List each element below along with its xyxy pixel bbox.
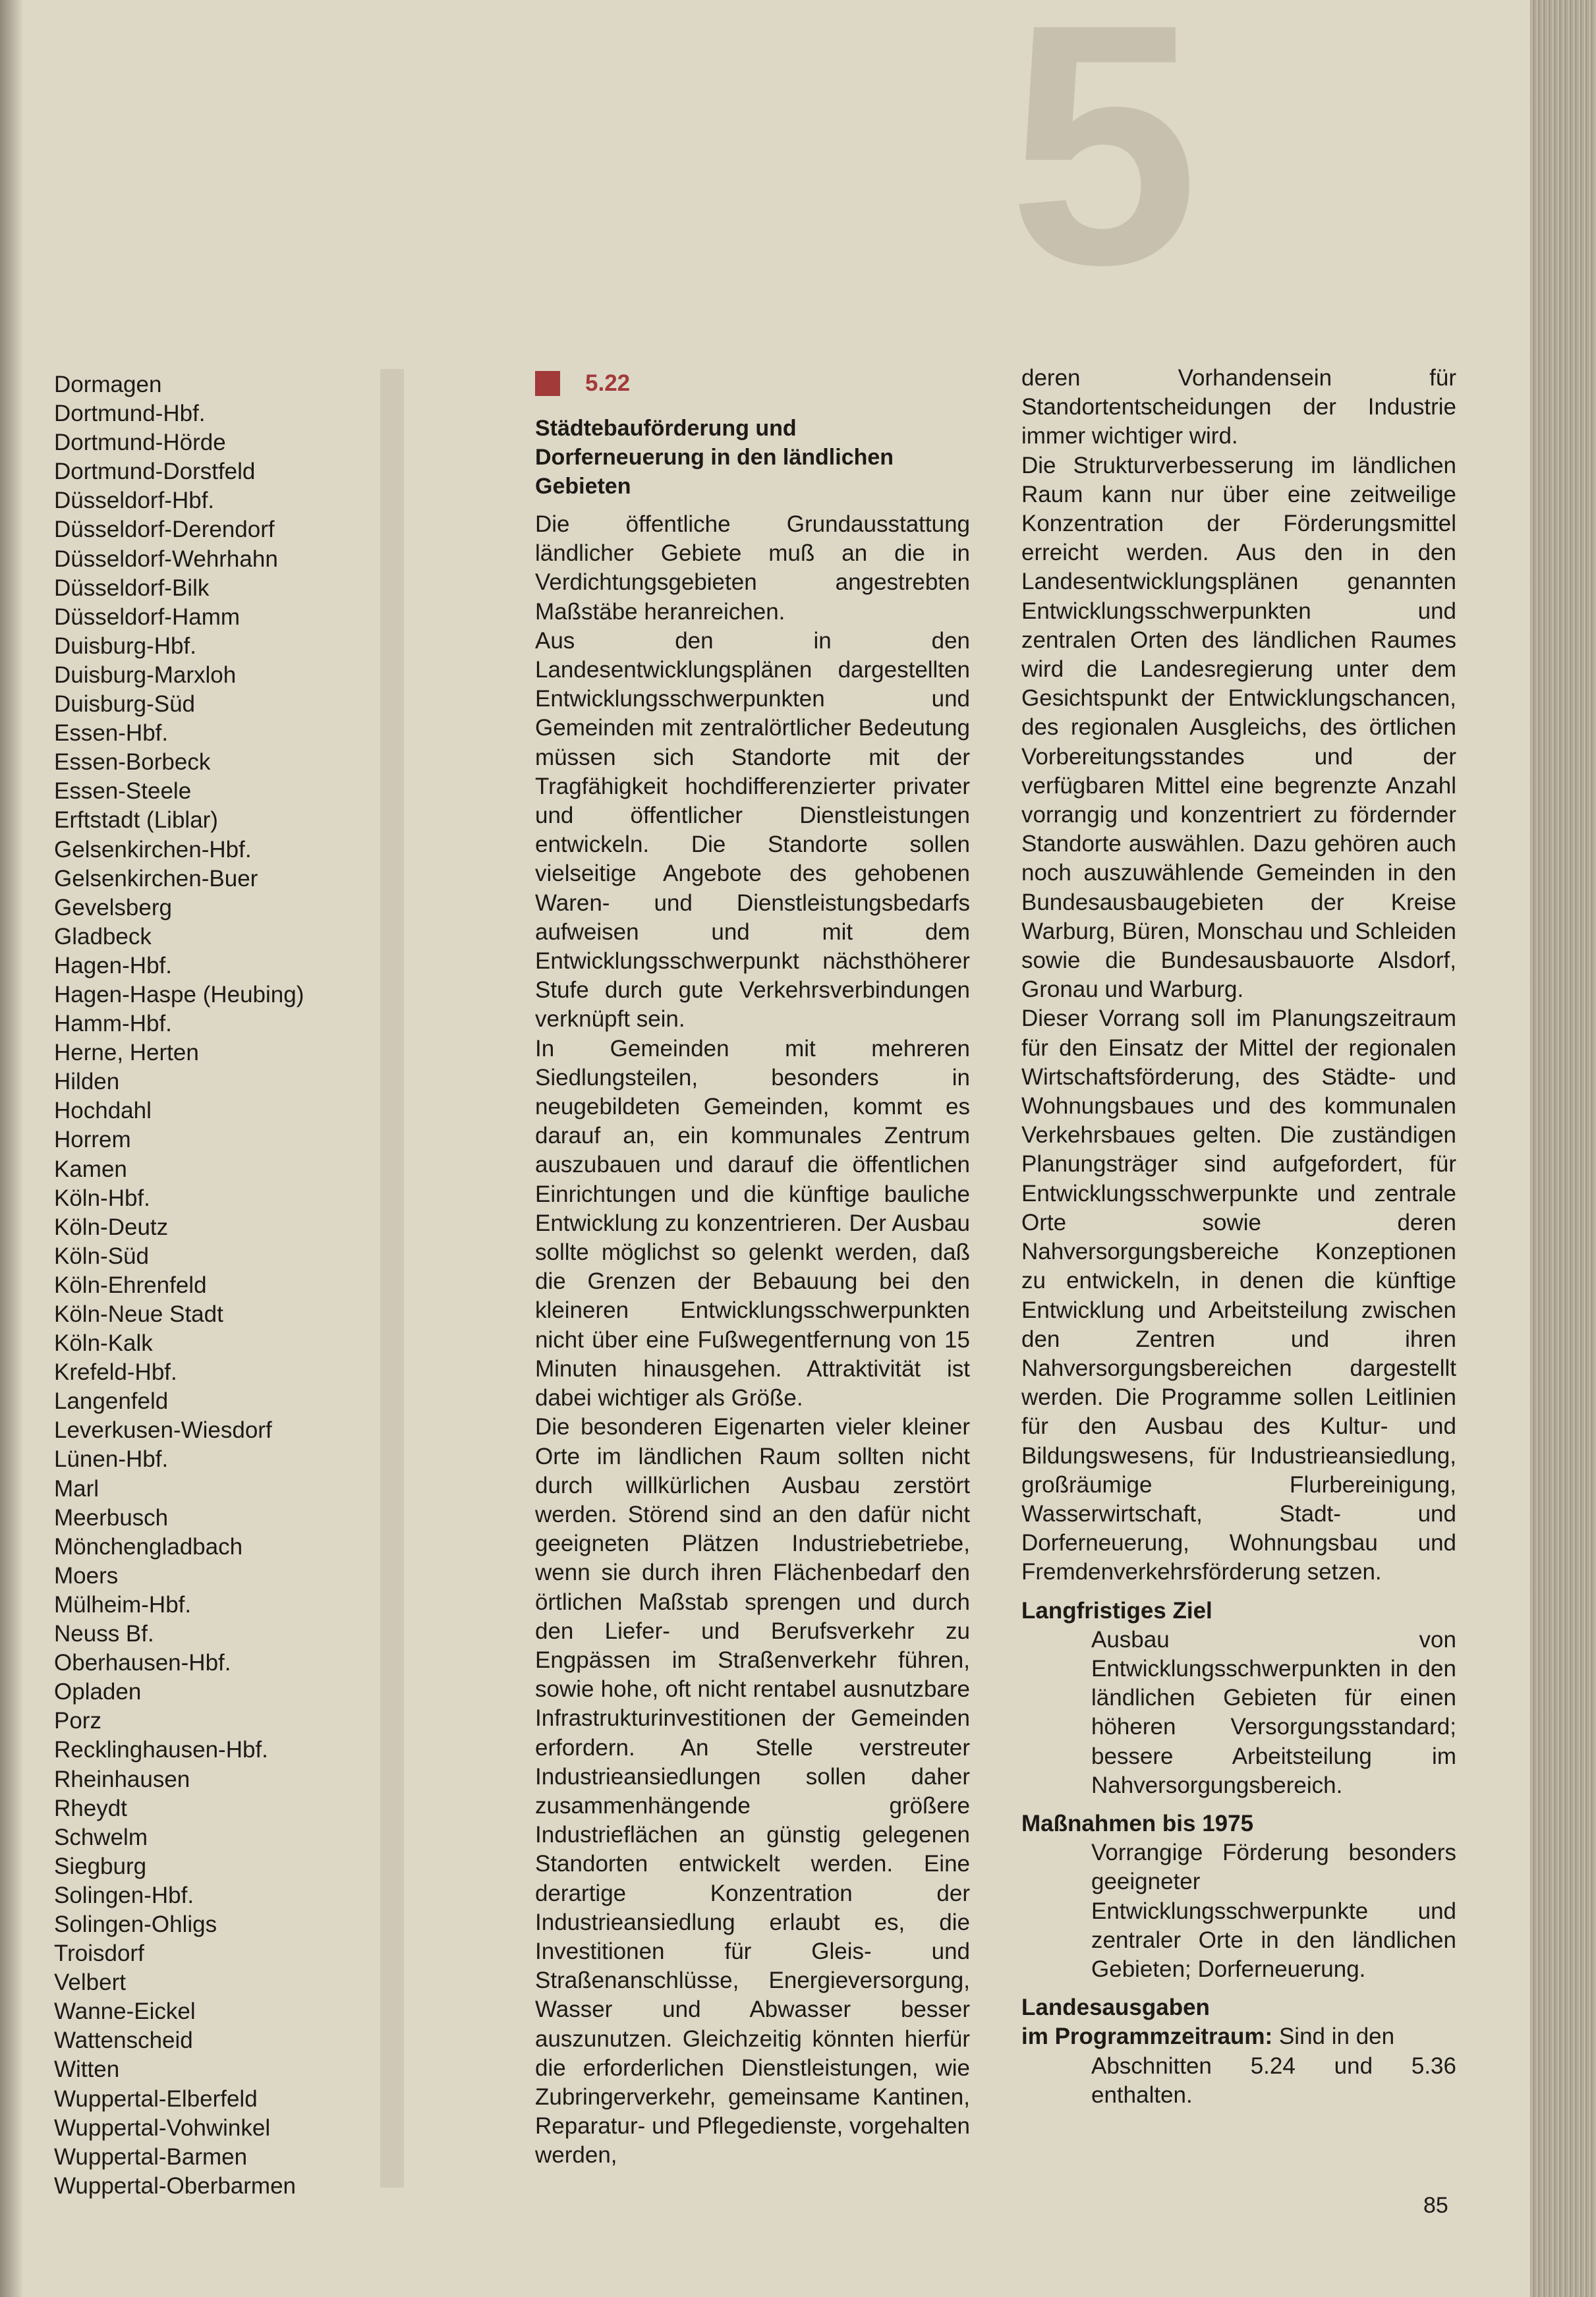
station-item: Lünen-Hbf. <box>54 1446 169 1473</box>
station-item: Essen-Borbeck <box>54 749 211 776</box>
station-item: Meerbusch <box>54 1504 169 1531</box>
station-item: Dortmund-Hbf. <box>54 401 206 427</box>
station-item: Duisburg-Marxloh <box>54 662 237 688</box>
paragraph: Die Strukturverbesserung im ländlichen Raum kann nur über eine zeitweilige Konzentration der Förderungsmittel erreicht werden. Aus den in den Landesentwicklungsplänen genannten Entwicklungsschwerpunkten und zentralen Orten des ländlichen Raumes wird die Landesregierung unter dem Gesichtspunkt der Entwicklungschancen, des regionalen Ausgleichs, des örtlichen Vorbereitungsstandes und der verfügbaren Mittel eine begrenzte Anzahl vorrangig und konzentriert zu fördernder Standorte auswählen. Dazu gehören auch noch auszuwählende Gemeinden in den Bundesausbaugebieten der Kreise Warburg, Büren, Monschau und Schleiden sowie die Bundesausbauorte Alsdorf, Gronau und Warburg. <box>1021 452 1456 1003</box>
station-item: Hochdahl <box>54 1098 152 1124</box>
station-item: Dortmund-Dorstfeld <box>54 459 256 485</box>
station-item: Hilden <box>54 1069 120 1095</box>
measures-label: Maßnahmen bis 1975 <box>1021 1810 1254 1836</box>
station-item: Rheydt <box>54 1795 127 1821</box>
station-item: Porz <box>54 1708 101 1734</box>
station-item: Düsseldorf-Derendorf <box>54 517 275 543</box>
station-item: Düsseldorf-Wehrhahn <box>54 546 278 572</box>
page-number: 85 <box>1423 2193 1448 2218</box>
station-item: Essen-Hbf. <box>54 720 169 747</box>
section-number: 5.22 <box>585 370 631 396</box>
station-item: Erftstadt (Liblar) <box>54 807 218 834</box>
station-item: Köln-Hbf. <box>54 1185 150 1211</box>
station-item: Moers <box>54 1562 119 1589</box>
station-item: Köln-Neue Stadt <box>54 1301 223 1327</box>
measures-text: Vorrangige Förderung besonders geeigneter Entwicklungsschwerpunkte und zentraler Orte in den ländlichen Gebieten; Dorferneuerung. <box>1091 1840 1456 1982</box>
station-item: Wattenscheid <box>54 2028 193 2054</box>
station-item: Langenfeld <box>54 1388 169 1415</box>
station-item: Krefeld-Hbf. <box>54 1359 177 1386</box>
expenses-text-1: Sind in den <box>1278 2024 1395 2050</box>
station-item: Wuppertal-Vohwinkel <box>54 2114 271 2141</box>
chapter-number: 5 <box>1008 0 1193 336</box>
station-item: Witten <box>54 2056 120 2083</box>
station-item: Wuppertal-Barmen <box>54 2143 248 2170</box>
paragraph: Dieser Vorrang soll im Planungszeitraum für den Einsatz der Mittel der regionalen Wirtschaftsförderung, des Städte- und Wohnungsbaues und des kommunalen Verkehrsbaues gelten. Die zuständigen Planungsträger sind aufgefordert, für Entwicklungsschwerpunkte und zentrale Orte sowie deren Nahversorgungsbereiche Konzeptionen zu entwickeln, in denen die künftige Entwicklung und Arbeitsteilung zwischen den Zentren und ihren Nahversorgungsbereichen dargestellt werden. Die Programme sollen Leitlinien für den Ausbau des Kultur- und Bildungswesens, für Industrieansiedlung, großräumige Flurbereinigung, Wasserwirtschaft, Stadt- und Dorferneuerung, Wohnungsbau und Fremdenverkehrsförderung setzen. <box>1021 1006 1456 1585</box>
station-item: Düsseldorf-Hbf. <box>54 488 215 514</box>
station-item: Rheinhausen <box>54 1766 190 1792</box>
expenses-line <box>1021 2022 1456 2051</box>
station-item: Wuppertal-Oberbarmen <box>54 2172 297 2199</box>
expenses-label: Landesausgaben <box>1021 1995 1210 2021</box>
station-item: Köln-Deutz <box>54 1214 169 1240</box>
station-item: Dormagen <box>54 372 162 397</box>
station-item: Duisburg-Süd <box>54 691 195 718</box>
section-column <box>535 369 970 2170</box>
station-item: Hagen-Hbf. <box>54 952 172 978</box>
station-item: Velbert <box>54 1970 126 1996</box>
paragraph: In Gemeinden mit mehreren Siedlungsteilen, besonders in neugebildeten Gemeinden, kommt es darauf an, ein kommunales Zentrum auszubauen und darauf die öffentlichen Einrichtungen und die künftige bauliche Entwicklung zu konzentrieren. Der Ausbau sollte möglichst so gelenkt werden, daß die Grenzen der Bebauung bei den kleineren Entwicklungsschwerpunkten nicht über eine Fußwegentfernung von 15 Minuten hinausgehen. Attraktivität ist dabei wichtiger als Größe. <box>535 1035 970 1411</box>
expenses-label-2: im Programmzeitraum: <box>1021 2024 1273 2050</box>
station-item: Köln-Kalk <box>54 1330 153 1357</box>
station-item: Düsseldorf-Hamm <box>54 604 240 630</box>
station-item: Gladbeck <box>54 923 152 950</box>
station-item: Wuppertal-Elberfeld <box>54 2085 258 2112</box>
station-item: Leverkusen-Wiesdorf <box>54 1417 272 1444</box>
paragraph: Aus den in den Landesentwicklungsplänen dargestellten Entwicklungsschwerpunkten und Gemeinden mit zentralörtlicher Bedeutung müssen sich Standorte mit der Tragfähigkeit hochdifferenzierter privater und öffentlicher Dienstleistungen entwickeln. Die Standorte sollen vielseitige Angebote des gehobenen Waren- und Dienstleistungsbedarfs aufweisen und mit dem Entwicklungsschwerpunkt nächsthöherer Stufe durch gute Verkehrsverbindungen verknüpft sein. <box>535 627 970 1033</box>
paragraph: Die besonderen Eigenarten vieler kleiner Orte im ländlichen Raum sollten nicht durch willkürlichen Ausbau zerstört werden. Störend sind an den dafür nicht geeigneten Plätzen Industriebetriebe, wenn sie durch ihren Flächenbedarf den örtlichen Maßstab sprengen und durch den Liefer- und Berufsverkehr zu Engpässen im Straßenverkehr führen, sowie hohe, oft nicht rentabel ausnutzbare Infrastrukturinvestitionen der Gemeinden erfordern. An Stelle verstreuter Industrieansiedlungen sollen daher zusammenhängende größere Industrieflächen an günstig gelegenen Standorten entwickelt werden. Eine derartige Konzentration der Industrieansiedlung erlaubt es, die Investitionen für Gleis- und Straßenanschlüsse, Energieversorgung, Wasser und Abwasser besser auszunutzen. Gleichzeitig könnten hierfür die erforderlichen Dienstleistungen, wie Zubringerverkehr, gemeinsame Kantinen, Reparatur- und Pflegedienste, vorgehalten werden, <box>535 1414 970 2169</box>
paragraph: deren Vorhandensein für Standortentscheidungen der Industrie immer wichtiger wird. <box>1021 365 1456 449</box>
station-item: Hagen-Haspe (Heubing) <box>54 981 304 1007</box>
station-item: Siegburg <box>54 1853 147 1879</box>
paragraph: Die öffentliche Grundausstattung ländlicher Gebiete muß an die in Verdichtungsgebieten angestrebten Maßstäbe heranreichen. <box>535 511 970 625</box>
section-title: Städtebauförderung und Dorferneuerung in den ländlichen Gebieten <box>535 416 894 499</box>
station-item: Gelsenkirchen-Buer <box>54 865 258 892</box>
station-item: Hamm-Hbf. <box>54 1011 172 1037</box>
station-item: Neuss Bf. <box>54 1621 154 1647</box>
page-edges <box>1530 0 1596 2297</box>
station-item: Gelsenkirchen-Hbf. <box>54 836 252 863</box>
station-item: Solingen-Hbf. <box>54 1882 194 1908</box>
station-item: Troisdorf <box>54 1941 144 1967</box>
station-item: Köln-Süd <box>54 1243 149 1269</box>
station-item: Marl <box>54 1475 100 1502</box>
station-item: Mülheim-Hbf. <box>54 1591 192 1618</box>
section-header <box>535 369 970 398</box>
right-column <box>1021 364 1456 2110</box>
expenses-text-2: Abschnitten 5.24 und 5.36 enthalten. <box>1091 2053 1456 2108</box>
station-item: Opladen <box>54 1679 142 1705</box>
station-item: Duisburg-Hbf. <box>54 633 196 659</box>
station-item: Herne, Herten <box>54 1040 199 1066</box>
section-marker-icon <box>535 371 560 396</box>
station-item: Gevelsberg <box>54 894 172 921</box>
station-item: Solingen-Ohligs <box>54 1911 217 1937</box>
station-item: Kamen <box>54 1156 127 1182</box>
station-item: Oberhausen-Hbf. <box>54 1650 231 1676</box>
station-item: Mönchengladbach <box>54 1533 243 1560</box>
station-item: Horrem <box>54 1127 131 1153</box>
station-item: Schwelm <box>54 1824 148 1850</box>
station-list <box>54 370 397 2201</box>
station-item: Wanne-Eickel <box>54 1999 196 2025</box>
goal-text: Ausbau von Entwicklungsschwerpunkten in den ländlichen Gebieten für einen höheren Versorgungsstandard; bessere Arbeitsteilung im Nahversorgungsbereich. <box>1091 1626 1456 1798</box>
station-item: Köln-Ehrenfeld <box>54 1272 207 1298</box>
station-item: Dortmund-Hörde <box>54 430 226 456</box>
station-item: Essen-Steele <box>54 778 192 805</box>
goal-label: Langfristiges Ziel <box>1021 1597 1212 1624</box>
station-item: Düsseldorf-Bilk <box>54 575 210 601</box>
gutter-shadow <box>0 0 24 2297</box>
station-item: Recklinghausen-Hbf. <box>54 1737 268 1763</box>
